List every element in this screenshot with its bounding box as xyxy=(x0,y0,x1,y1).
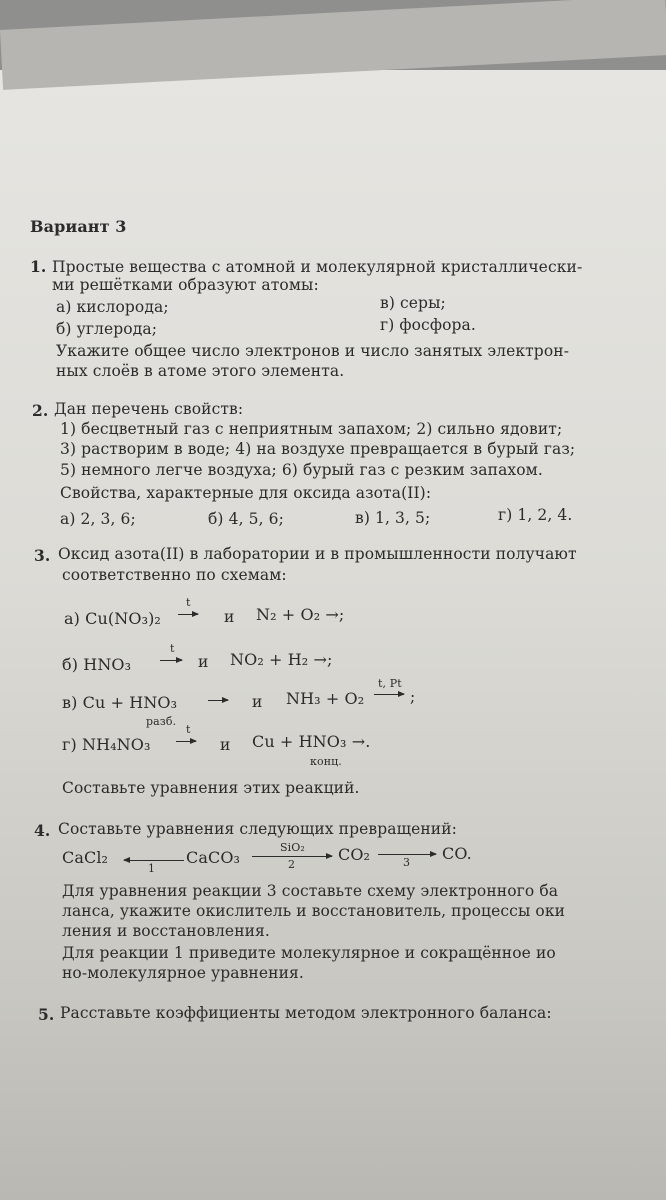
q4-number: 4. xyxy=(34,821,51,840)
variant-title: Вариант 3 xyxy=(30,217,127,236)
q3-scheme-a-and: и xyxy=(224,608,235,626)
q2-text-line5: Свойства, характерные для оксида азота(II): xyxy=(60,484,432,502)
q3-scheme-v-condition: t, Pt xyxy=(378,677,402,690)
q3-text-line1: Оксид азота(II) в лаборатории и в промышленности получают xyxy=(58,545,577,563)
q1-text-line1: Простые вещества с атомной и молекулярной кристаллически- xyxy=(52,258,583,276)
q1-text-line3: Укажите общее число электронов и число занятых электрон- xyxy=(56,342,570,360)
q4-chain-arrow2 xyxy=(252,856,332,857)
q3-scheme-v-sub: разб. xyxy=(146,715,177,728)
q3-scheme-g-temp: t xyxy=(186,723,191,736)
q1-option-g: г) фосфора. xyxy=(380,316,476,334)
q2-property-line2: 3) растворим в воде; 4) на воздухе превращается в бурый газ; xyxy=(60,440,576,458)
q4-chain-step1: 1 xyxy=(148,862,156,875)
q4-text-line6: но-молекулярное уравнения. xyxy=(62,964,304,982)
q4-text-line5: Для реакции 1 приведите молекулярное и сокращённое ио xyxy=(62,944,556,962)
q4-chain-caco3: CaCO₃ xyxy=(186,848,241,867)
q5-number: 5. xyxy=(38,1005,55,1024)
q3-scheme-b-right: NO₂ + H₂ →; xyxy=(230,650,333,669)
q3-scheme-a-left: а) Cu(NO₃)₂ xyxy=(64,609,161,628)
q1-number: 1. xyxy=(30,257,47,276)
q4-text-line2: Для уравнения реакции 3 составьте схему электронного ба xyxy=(62,882,559,900)
q5-text-line1: Расставьте коэффициенты методом электронного баланса: xyxy=(60,1004,552,1022)
q3-scheme-b-arrow xyxy=(160,660,182,661)
q3-scheme-v-right: NH₃ + O₂ xyxy=(286,689,365,708)
q1-option-a: а) кислорода; xyxy=(56,298,169,316)
q3-scheme-a-temp: t xyxy=(186,596,191,609)
q4-text-line4: ления и восстановления. xyxy=(62,922,270,940)
q3-text-line2: соответственно по схемам: xyxy=(62,566,287,584)
q1-text-line2: ми решётками образуют атомы: xyxy=(52,276,319,294)
q2-option-b: б) 4, 5, 6; xyxy=(208,510,284,528)
q3-scheme-g-right: Cu + HNO₃ →. xyxy=(252,732,371,751)
q3-scheme-v-end: ; xyxy=(410,688,416,706)
q3-scheme-b-temp: t xyxy=(170,642,175,655)
q3-scheme-g-sub: конц. xyxy=(310,755,342,768)
q2-number: 2. xyxy=(32,401,49,420)
q3-scheme-g-arrow xyxy=(176,741,196,742)
q3-scheme-v-arrow xyxy=(208,700,228,701)
q4-chain-step2: 2 xyxy=(288,858,296,871)
q4-chain-arrow3 xyxy=(378,854,436,855)
textbook-page xyxy=(0,70,666,1200)
q4-chain-cond2: SiO₂ xyxy=(280,841,305,854)
q2-option-g: г) 1, 2, 4. xyxy=(498,506,573,524)
q4-chain-co: CO. xyxy=(442,844,472,863)
q3-text-line3: Составьте уравнения этих реакций. xyxy=(62,779,360,797)
q1-option-v: в) серы; xyxy=(380,294,446,312)
q2-option-a: а) 2, 3, 6; xyxy=(60,510,136,528)
q4-chain-cacl2: CaCl₂ xyxy=(62,848,109,867)
q3-number: 3. xyxy=(34,546,51,565)
q3-scheme-v-and: и xyxy=(252,693,263,711)
q3-scheme-g-and: и xyxy=(220,736,231,754)
q4-chain-co2: CO₂ xyxy=(338,845,371,864)
q2-property-line3: 5) немного легче воздуха; 6) бурый газ с резким запахом. xyxy=(60,461,543,479)
q4-chain-arrow1 xyxy=(124,860,184,861)
q2-option-v: в) 1, 3, 5; xyxy=(355,509,431,527)
q4-chain-step3: 3 xyxy=(403,856,411,869)
q2-property-line1: 1) бесцветный газ с неприятным запахом; 2) сильно ядовит; xyxy=(60,420,563,438)
q3-scheme-b-and: и xyxy=(198,653,209,671)
q3-scheme-a-arrow xyxy=(178,614,198,615)
q1-option-b: б) углерода; xyxy=(56,320,158,338)
q3-scheme-b-left: б) HNO₃ xyxy=(62,655,132,674)
q3-scheme-g-left: г) NH₄NO₃ xyxy=(62,735,151,754)
q3-scheme-v-arrow2 xyxy=(374,694,404,695)
q3-scheme-a-right: N₂ + O₂ →; xyxy=(256,605,345,624)
q1-text-line4: ных слоёв в атоме этого элемента. xyxy=(56,362,345,380)
q4-text-line1: Составьте уравнения следующих превращений: xyxy=(58,820,457,838)
q4-text-line3: ланса, укажите окислитель и восстановитель, процессы оки xyxy=(62,902,566,920)
q2-text-line1: Дан перечень свойств: xyxy=(54,400,244,418)
q3-scheme-v-left: в) Cu + HNO₃ xyxy=(62,693,178,712)
